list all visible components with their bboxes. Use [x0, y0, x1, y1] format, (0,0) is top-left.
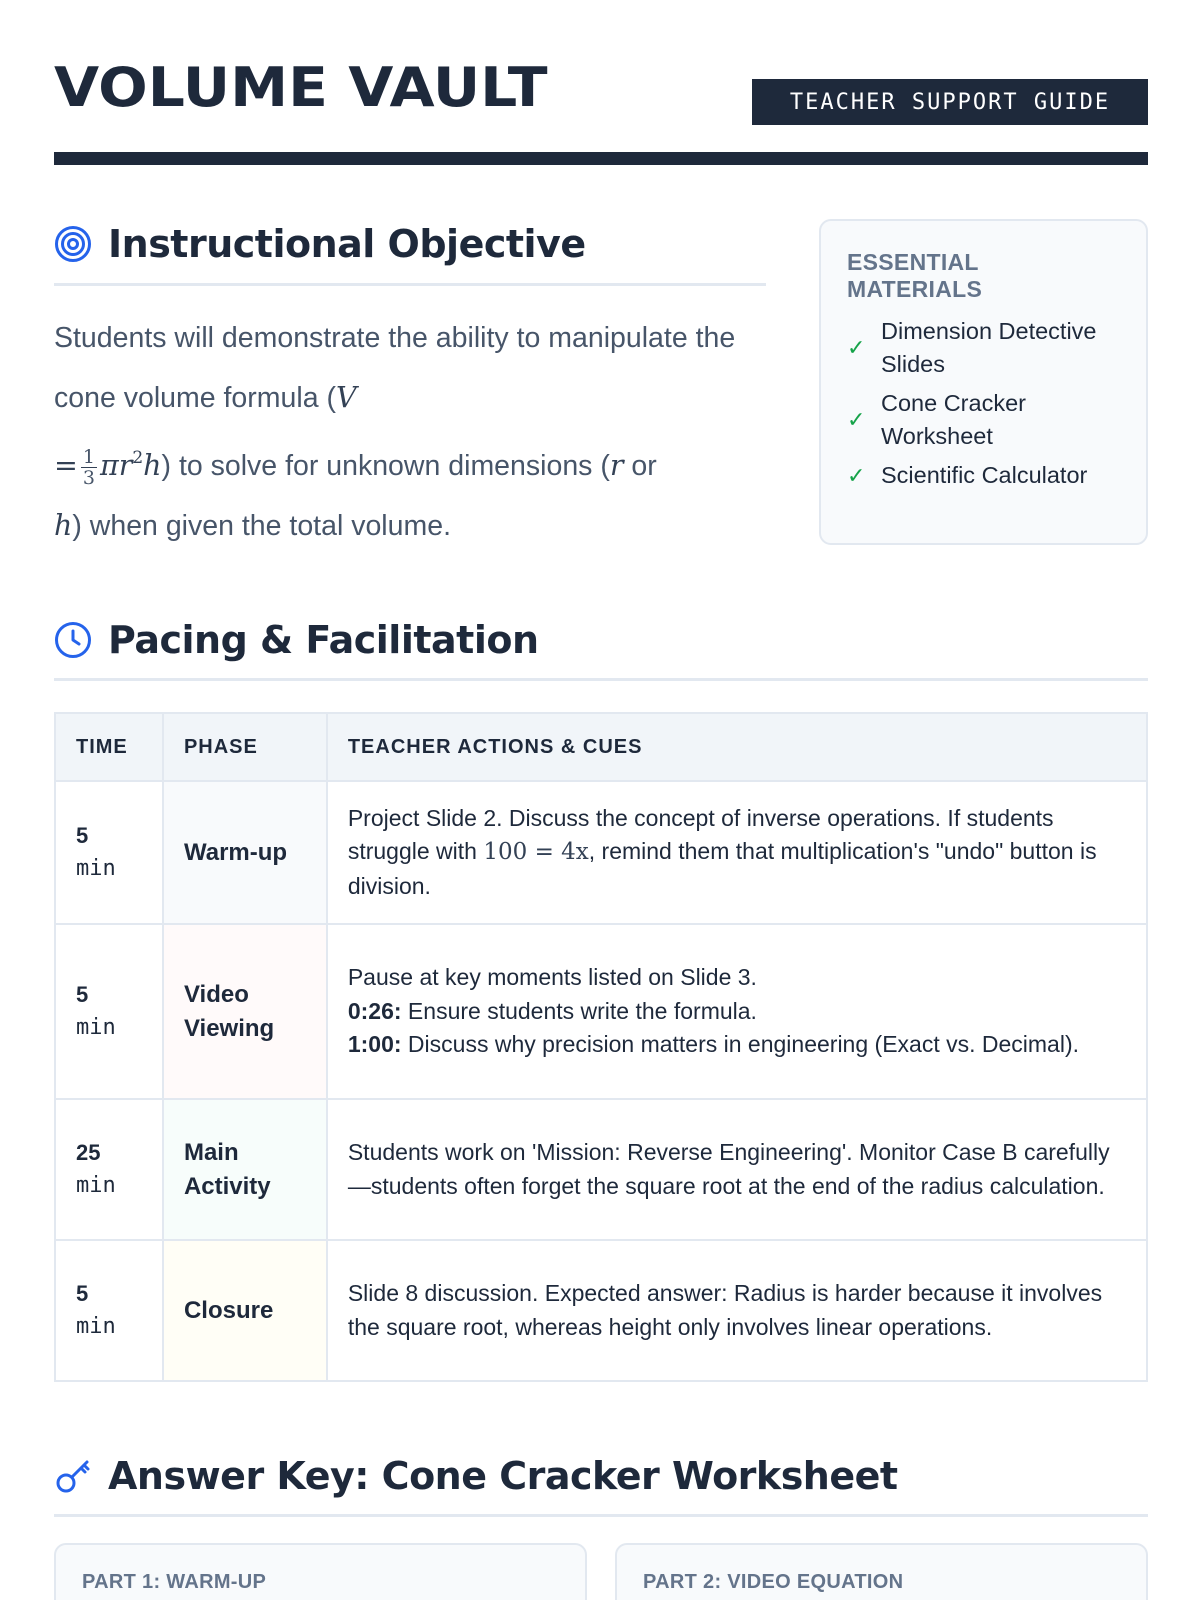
check-icon: ✓: [847, 335, 866, 360]
actions-cell: Students work on 'Mission: Reverse Engineering'. Monitor Case B carefully—students often forget the square root at the end of the radius calculation.: [327, 1099, 1147, 1240]
formula-variable: V: [335, 381, 357, 414]
teacher-guide-page: [54, 0, 1148, 1600]
material-item: [847, 459, 1120, 492]
answer-part-card: [615, 1543, 1148, 1600]
page-title: VOLUME VAULT: [54, 56, 548, 119]
cue-text: Ensure students write the formula.: [401, 997, 757, 1024]
answer-key-heading-row: [54, 1454, 898, 1498]
objective-text-part: ) when given the total volume.: [72, 510, 451, 542]
material-item: [847, 315, 1120, 381]
time-value: 5: [76, 1281, 89, 1306]
part-label: PART 1: WARM-UP: [82, 1571, 267, 1593]
fraction-denominator: 3: [82, 466, 95, 489]
fraction-numerator: 1: [82, 445, 95, 468]
time-value: 25: [76, 1140, 101, 1165]
material-label: Dimension Detective Slides: [881, 318, 1097, 377]
objective-divider: [54, 283, 766, 286]
time-value: 5: [76, 982, 89, 1007]
table-row: [55, 781, 1147, 924]
materials-heading: ESSENTIAL MATERIALS: [847, 249, 983, 302]
objective-text-part: ) to solve for unknown dimensions (: [161, 450, 610, 482]
pacing-divider: [54, 678, 1148, 681]
table-header-row: [55, 713, 1147, 781]
time-cell: [55, 1099, 163, 1240]
column-header-actions: TEACHER ACTIONS & CUES: [327, 713, 1147, 781]
pacing-heading: Pacing & Facilitation: [108, 618, 539, 662]
key-icon: [54, 1457, 92, 1495]
material-item: [847, 387, 1120, 453]
inline-equation: 100 = 4x: [483, 839, 589, 866]
formula-equals: =: [54, 449, 78, 482]
phase-cell: Closure: [163, 1240, 327, 1381]
variable-r: r: [609, 449, 624, 482]
actions-text: Pause at key moments listed on Slide 3.: [347, 964, 757, 991]
objective-text-part: or: [623, 450, 657, 482]
material-label: Cone Cracker Worksheet: [881, 390, 1026, 449]
phase-cell: Video Viewing: [163, 924, 327, 1099]
time-cell: [55, 1240, 163, 1381]
time-unit: min: [76, 1314, 116, 1339]
formula-variable: h: [143, 449, 162, 482]
actions-cell: [327, 781, 1147, 924]
header-divider: [54, 152, 1148, 165]
actions-text: Project Slide 2. Discuss the concept of inverse operations. If students struggle with: [347, 804, 1054, 865]
materials-card: [819, 219, 1148, 545]
clock-icon: [54, 621, 92, 659]
actions-cell: Slide 8 discussion. Expected answer: Radius is harder because it involves the square root, whereas height only involves linear operations.: [327, 1240, 1147, 1381]
column-header-phase: PHASE: [163, 713, 327, 781]
formula-term: πr: [99, 449, 133, 482]
answer-part-card: [54, 1543, 587, 1600]
actions-text: , remind them that multiplication's "undo" button is division.: [347, 838, 1097, 899]
table-row: [55, 1240, 1147, 1381]
time-unit: min: [76, 856, 116, 881]
column-header-time: TIME: [55, 713, 163, 781]
variable-h: h: [54, 509, 73, 542]
formula-exponent: 2: [132, 448, 144, 468]
answer-key-divider: [54, 1514, 1148, 1517]
part-label: PART 2: VIDEO EQUATION: [643, 1571, 904, 1593]
material-label: Scientific Calculator: [881, 462, 1088, 488]
objective-text: [54, 308, 766, 556]
target-icon: [54, 225, 92, 263]
cue-text: Discuss why precision matters in engineering (Exact vs. Decimal).: [401, 1031, 1080, 1058]
table-row: [55, 924, 1147, 1099]
objective-heading-row: [54, 222, 586, 266]
pacing-table: [54, 712, 1148, 1382]
phase-cell: Warm-up: [163, 781, 327, 924]
check-icon: ✓: [847, 462, 866, 488]
answer-key-heading: Answer Key: Cone Cracker Worksheet: [108, 1454, 898, 1498]
page-header: [54, 58, 1148, 118]
check-icon: ✓: [847, 407, 866, 432]
time-unit: min: [76, 1173, 116, 1198]
formula-fraction: [81, 447, 97, 488]
objective-text-part: Students will demonstrate the ability to manipulate the cone volume formula (: [54, 322, 736, 414]
time-cell: [55, 781, 163, 924]
table-row: [55, 1099, 1147, 1240]
actions-cell: [327, 924, 1147, 1099]
phase-cell: Main Activity: [163, 1099, 327, 1240]
cue-timestamp: 0:26:: [347, 997, 402, 1024]
cue-timestamp: 1:00:: [347, 1031, 402, 1058]
time-unit: min: [76, 1015, 116, 1040]
time-value: 5: [76, 823, 89, 848]
guide-type-badge: TEACHER SUPPORT GUIDE: [752, 79, 1148, 125]
objective-heading: Instructional Objective: [108, 222, 586, 266]
pacing-heading-row: [54, 618, 539, 662]
time-cell: [55, 924, 163, 1099]
